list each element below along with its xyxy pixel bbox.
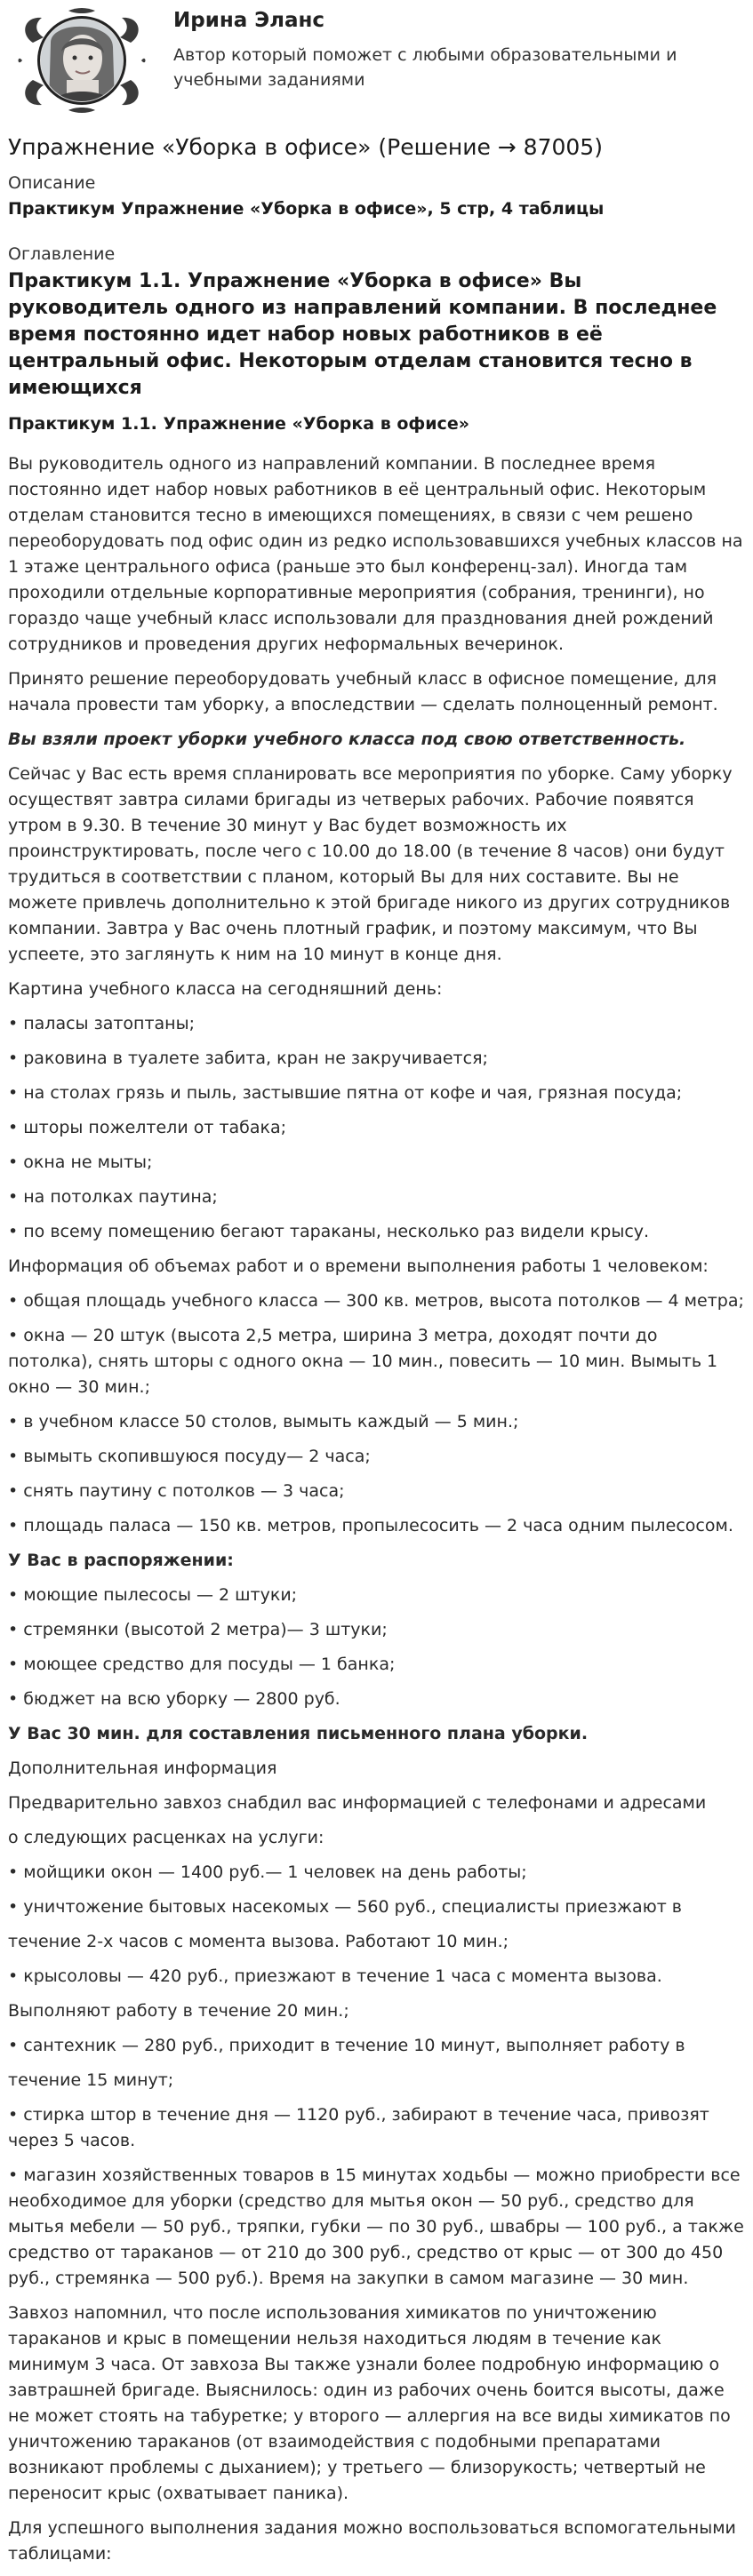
list-item: • по всему помещению бегают тараканы, несколько раз видели крысу. [8, 1222, 650, 1241]
paragraph: Вы руководитель одного из направлений компании. В последнее время постоянно идет набор новых работников в её центральный офис. Некоторым отделам становится тесно в имеющихся помещениях, в связи с чем решено переоборудовать под офис один из редко использовавшихся учебных классов на 1 этаже центрального офиса (раньше это был конференц-зал). Иногда там проходили отдельные корпоративные мероприятия (собрания, тренинги), но гораздо чаще учебный класс использовали для празднования дней рождений сотрудников и проведения других неформальных вечеринок. [8, 454, 743, 654]
toc-title: Практикум 1.1. Упражнение «Уборка в офисе» Вы руководитель одного из направлений компании. В последнее время постоянно идет набор новых работников в её центральный офис. Некоторым отделам становится тесно в имеющихся [8, 270, 717, 399]
list-item: • моющее средство для посуды — 1 банка; [8, 1655, 396, 1674]
list-item: • окна — 20 штук (высота 2,5 метра, ширина 3 метра, доходят почти до потолка), снять шторы с одного окна — 10 мин., повесить — 10 мин. Вымыть 1 окно — 30 мин.; [8, 1326, 718, 1397]
list-item: • в учебном классе 50 столов, вымыть каждый — 5 мин.; [8, 1412, 519, 1432]
list-item: • уничтожение бытовых насекомых — 560 руб., специалисты приезжают в [8, 1897, 682, 1917]
list-item: • крысоловы — 420 руб., приезжают в течение 1 часа с момента вызова. [8, 1966, 662, 1986]
author-description: Автор который поможет с любыми образовательными и учебными заданиями [173, 45, 677, 90]
list-item: • магазин хозяйственных товаров в 15 минутах ходьбы — можно приобрести все необходимое для уборки (средство для мытья окон — 50 руб., средство для мытья мебели — 50 руб., тряпки, губки — по 30 руб., швабры — 100 руб., а также средство от тараканов — от 210 до 300 руб., средство от крыс — от 300 до 450 руб., стремянка — 500 руб.). Время на закупки в самом магазине — 30 мин. [8, 2165, 744, 2288]
author-name[interactable]: Ирина Эланс [173, 9, 325, 32]
list-item: • стирка штор в течение дня — 1120 руб., забирают в течение часа, привозят через 5 часов. [8, 2105, 709, 2150]
list-item: • мойщики окон — 1400 руб.— 1 человек на день работы; [8, 1862, 527, 1882]
list-item: • стремянки (высотой 2 метра)— 3 штуки; [8, 1620, 388, 1639]
paragraph: Завхоз напомнил, что после использования химикатов по уничтожению тараканов и крыс в помещении нельзя находиться людям в течение как минимум 3 часа. От завхоза Вы также узнали более подробную информацию о завтрашней бригаде. Выяснилось: один из рабочих очень боится высоты, даже не может стоять на табуретке; у второго — аллергия на все виды химикатов по уничтожению тараканов (от взаимодействия с подобными препаратами возникают проблемы с дыханием); у третьего — близорукость; четвертый не переносит крыс (охватывает паника). [8, 2303, 731, 2503]
list-item: • окна не мыты; [8, 1152, 153, 1172]
list-item: • шторы пожелтели от табака; [8, 1118, 287, 1137]
paragraph: Выполняют работу в течение 20 мин.; [8, 2001, 349, 2021]
author-header [8, 0, 745, 132]
paragraph: Для успешного выполнения задания можно воспользоваться вспомогательными таблицами: [8, 2518, 736, 2564]
paragraph: Сейчас у Вас есть время спланировать все мероприятия по уборке. Саму уборку осуществят завтра силами бригады из четверых рабочих. Рабочие появятся утром в 9.30. В течение 30 минут у Вас будет возможность их проинструктировать, после чего с 10.00 до 18.00 (в течение 8 часов) они будут трудиться в соответствии с планом, который Вы для них составите. Вы не можете привлечь дополнительно к этой бригаде никого из других сотрудников компании. Завтра у Вас очень плотный график, и поэтому максимум, что Вы успеете, это заглянуть к ним на 10 минут в конце дня. [8, 764, 733, 964]
paragraph-heading: У Вас 30 мин. для составления письменного плана уборки. [8, 1724, 589, 1743]
description-text: Практикум Упражнение «Уборка в офисе», 5 стр, 4 таблицы [8, 199, 605, 219]
list-item: • снять паутину с потолков — 3 часа; [8, 1481, 345, 1501]
list-item: • вымыть скопившуюся посуду— 2 часа; [8, 1447, 371, 1466]
paragraph: Информация об объемах работ и о времени выполнения работы 1 человеком: [8, 1256, 709, 1276]
list-item: • паласы затоптаны; [8, 1014, 195, 1033]
paragraph-emphasis: Вы взяли проект уборки учебного класса под свою ответственность. [8, 730, 686, 749]
paragraph: Картина учебного класса на сегодняшний день: [8, 979, 443, 999]
list-item: • бюджет на всю уборку — 2800 руб. [8, 1689, 340, 1709]
paragraph-heading: У Вас в распоряжении: [8, 1551, 234, 1570]
description-label: Описание [8, 173, 96, 193]
paragraph: Дополнительная информация [8, 1759, 277, 1778]
paragraph: Предварительно завхоз снабдил вас информацией с телефонами и адресами [8, 1793, 707, 1813]
article-body [8, 451, 745, 2567]
list-item: • на потолках паутина; [8, 1187, 218, 1207]
paragraph: течение 15 минут; [8, 2070, 174, 2090]
section-title: Практикум 1.1. Упражнение «Уборка в офисе» [8, 414, 469, 434]
avatar[interactable] [15, 7, 148, 114]
toc-label: Оглавление [8, 244, 116, 264]
page-title: Упражнение «Уборка в офисе» (Решение → 87005) [8, 134, 603, 160]
paragraph: течение 2-х часов с момента вызова. Работают 10 мин.; [8, 1932, 509, 1951]
list-item: • сантехник — 280 руб., приходит в течение 10 минут, выполняет работу в [8, 2036, 685, 2055]
paragraph: о следующих расценках на услуги: [8, 1828, 324, 1847]
list-item: • площадь паласа — 150 кв. метров, пропылесосить — 2 часа одним пылесосом. [8, 1516, 733, 1535]
list-item: • моющие пылесосы — 2 штуки; [8, 1585, 298, 1605]
list-item: • на столах грязь и пыль, застывшие пятна от кофе и чая, грязная посуда; [8, 1083, 683, 1103]
paragraph: Принято решение переоборудовать учебный класс в офисное помещение, для начала провести там уборку, а впоследствии — сделать полноценный ремонт. [8, 669, 718, 714]
list-item: • раковина в туалете забита, кран не закручивается; [8, 1049, 488, 1068]
list-item: • общая площадь учебного класса — 300 кв. метров, высота потолков — 4 метра; [8, 1291, 744, 1311]
